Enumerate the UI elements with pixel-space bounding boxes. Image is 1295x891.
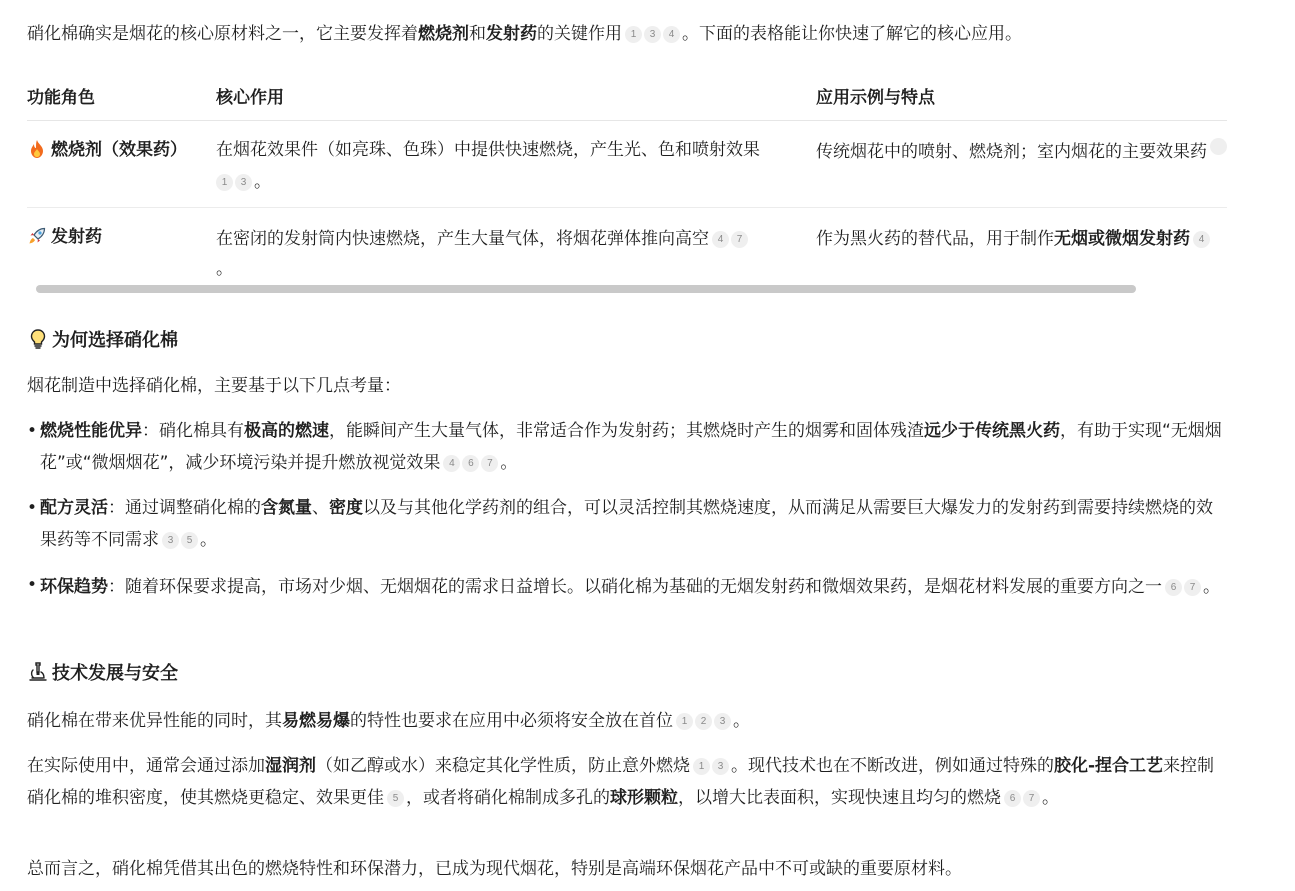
intro-text: 和 [469,24,486,44]
table-header-cell: 应用示例与特点 [816,70,1227,121]
why-list [27,416,1227,602]
citation-badge[interactable]: 7 [1184,579,1201,596]
list-item-bold: 含氮量 [261,498,312,518]
list-item [27,493,1227,555]
citation-badge[interactable] [1210,138,1227,155]
list-item-bold: 远少于传统黑火药 [924,421,1060,441]
citation-badge[interactable]: 7 [1023,790,1040,807]
list-item-text: ，能瞬间产生大量气体，非常适合作为发射药；其燃烧时产生的烟雾和固体残渣 [329,421,924,441]
intro-text: 。下面的表格能让你快速了解它的核心应用。 [682,24,1022,44]
list-item [27,570,1227,602]
citation-group[interactable] [712,222,750,252]
table-row [27,208,1227,295]
citation-group[interactable] [1004,781,1042,811]
safety-text-end: 。 [733,711,750,731]
safety-bold: 胶化-捏合工艺 [1054,756,1164,776]
effect-text: 在烟花效果件（如亮珠、色珠）中提供快速燃烧，产生光、色和喷射效果 [216,140,760,160]
example-text: 作为黑火药的替代品，用于制作 [816,229,1054,249]
safety-text: 。现代技术也在不断改进，例如通过特殊的 [731,756,1054,776]
citation-group[interactable] [387,781,406,811]
table-row [27,121,1227,208]
rocket-icon [27,226,47,246]
citation-badge[interactable]: 1 [676,713,693,730]
role-cell [27,208,216,295]
citation-badge[interactable]: 3 [644,26,661,43]
summary-paragraph: 总而言之，硝化棉凭借其出色的燃烧特性和环保潜力，已成为现代烟花，特别是高端环保烟花产品中不可或缺的重要原材料。 [27,859,962,879]
lightbulb-icon [27,328,49,350]
applications-table [27,70,1227,294]
list-item-head: 配方灵活 [40,498,108,518]
citation-badge[interactable]: 1 [216,174,233,191]
table-header-cell: 核心作用 [216,70,816,121]
list-item-bold: 密度 [329,498,363,518]
citation-badge[interactable]: 5 [181,532,198,549]
section-title: 为何选择硝化棉 [52,330,178,351]
citation-badge[interactable]: 4 [1193,231,1210,248]
citation-badge[interactable]: 1 [625,26,642,43]
intro-paragraph [27,17,1227,49]
citation-group[interactable] [693,749,731,779]
safety-bold: 湿润剂 [265,756,316,776]
list-item [27,416,1227,478]
why-lead: 烟花制造中选择硝化棉，主要基于以下几点考量： [27,376,401,396]
effect-text-end: 。 [216,259,233,279]
citation-badge[interactable]: 4 [443,455,460,472]
role-cell [27,121,216,208]
example-text: 传统烟花中的喷射、燃烧剂；室内烟花的主要效果药 [816,142,1207,162]
safety-bold: 易燃易爆 [282,711,350,731]
list-item-text: ：硝化棉具有 [142,421,244,441]
citation-badge[interactable]: 2 [695,713,712,730]
citation-group[interactable] [676,704,733,734]
intro-text: 硝化棉确实是烟花的核心原材料之一，它主要发挥着 [27,24,418,44]
safety-text: 的特性也要求在应用中必须将安全放在首位 [350,711,673,731]
table-header-cell: 功能角色 [27,70,216,121]
effect-cell [216,121,816,208]
citation-group[interactable] [216,165,254,195]
role-label: 燃烧剂（效果药） [51,140,187,160]
effect-cell [216,208,816,295]
role-label: 发射药 [51,227,102,247]
intro-text: 的关键作用 [537,24,622,44]
citation-badge[interactable]: 6 [1004,790,1021,807]
citation-badge[interactable]: 6 [1165,579,1182,596]
citation-badge[interactable]: 3 [712,758,729,775]
list-item-end: 。 [200,530,217,550]
list-item-text: ，有助于实现“无烟烟花”或“微烟烟花”，减少环境污染并提升燃放视觉效果 [40,421,1222,473]
list-item-text: 、 [312,498,329,518]
effect-text-end: 。 [254,172,271,192]
section-heading-safety [27,659,178,685]
intro-bold-fuel: 燃烧剂 [418,24,469,44]
microscope-icon [27,661,49,683]
list-item-text: ：随着环保要求提高，市场对少烟、无烟烟花的需求日益增长。以硝化棉为基础的无烟发射药和微烟效果药，是烟花材料发展的重要方向之一 [108,577,1162,597]
list-item-head: 环保趋势 [40,577,108,597]
citation-group[interactable] [625,17,682,47]
effect-text: 在密闭的发射筒内快速燃烧，产生大量气体，将烟花弹体推向高空 [216,229,709,249]
safety-text: 在实际使用中，通常会通过添加 [27,756,265,776]
table-horizontal-scrollbar[interactable] [36,285,1136,293]
citation-badge[interactable]: 5 [387,790,404,807]
citation-badge[interactable]: 7 [481,455,498,472]
citation-group-clipped[interactable] [1210,135,1227,165]
safety-paragraph-2 [27,749,1227,813]
example-bold: 无烟或微烟发射药 [1054,229,1190,249]
intro-bold-propellant: 发射药 [486,24,537,44]
safety-text: ，或者将硝化棉制成多孔的 [406,788,610,808]
safety-text-end: 。 [1042,788,1059,808]
safety-text: （如乙醇或水）来稳定其化学性质，防止意外燃烧 [316,756,690,776]
section-heading-why [27,326,178,352]
citation-badge[interactable]: 7 [731,231,748,248]
example-cell [816,121,1227,208]
list-item-end: 。 [1203,577,1220,597]
list-item-end: 。 [500,453,518,473]
safety-text: 来控制硝化棉的堆积密度，使其燃烧更稳定、效果更佳 [27,756,1215,808]
example-cell [816,208,1227,295]
citation-group[interactable] [1165,570,1203,600]
list-item-head: 燃烧性能优异 [40,421,142,441]
citation-group[interactable] [162,523,200,553]
safety-text: ，以增大比表面积，实现快速且均匀的燃烧 [678,788,1001,808]
section-title: 技术发展与安全 [52,663,178,684]
citation-group[interactable] [443,446,500,476]
citation-badge[interactable]: 4 [663,26,680,43]
table-header-row [27,70,1227,121]
list-item-text: 以及与其他化学药剂的组合，可以灵活控制其燃烧速度，从而满足从需要巨大爆发力的发射药到需要持续燃烧的效果药等不同需求 [40,498,1213,550]
citation-badge[interactable]: 3 [235,174,252,191]
citation-badge[interactable]: 4 [712,231,729,248]
citation-badge[interactable]: 3 [714,713,731,730]
fire-icon [27,139,47,159]
citation-badge[interactable]: 6 [462,455,479,472]
citation-badge[interactable]: 1 [693,758,710,775]
safety-text: 硝化棉在带来优异性能的同时，其 [27,711,282,731]
safety-bold: 球形颗粒 [610,788,678,808]
list-item-text: ：通过调整硝化棉的 [108,498,261,518]
safety-paragraph-1 [27,704,1227,736]
citation-badge[interactable]: 3 [162,532,179,549]
list-item-bold: 极高的燃速 [244,421,329,441]
citation-group[interactable] [1193,222,1212,252]
